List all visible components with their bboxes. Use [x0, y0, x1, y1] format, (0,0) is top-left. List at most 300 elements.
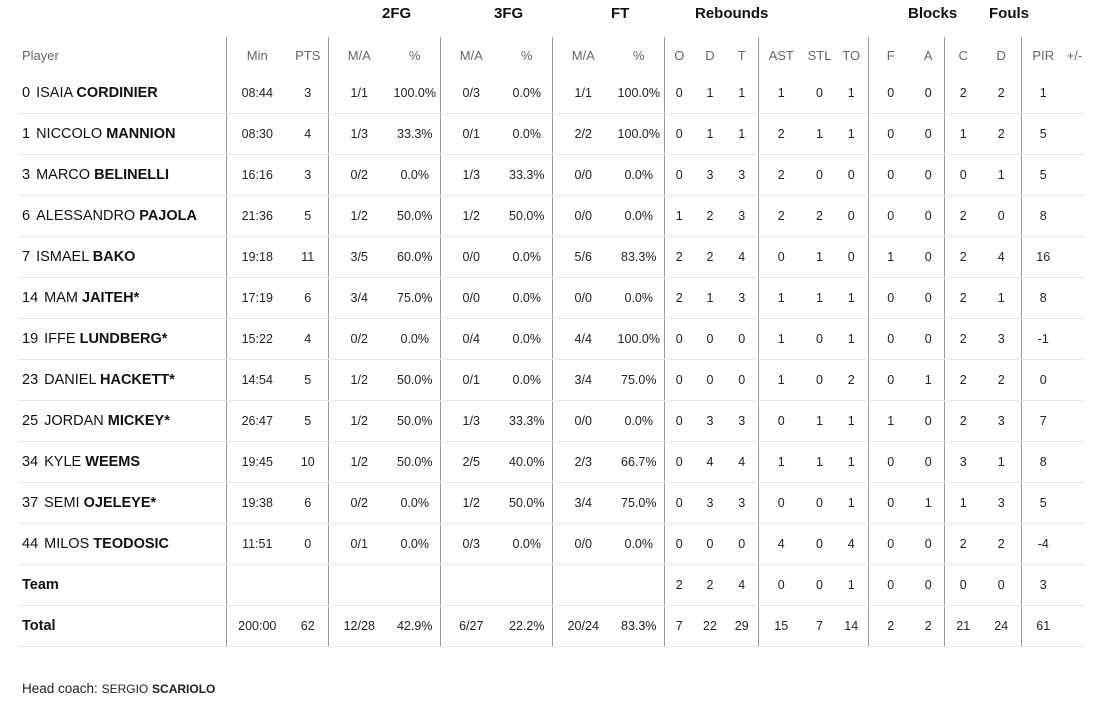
- cell-reb-d: 2: [694, 237, 726, 278]
- cell-stl: 1: [804, 114, 835, 155]
- cell-stl: 0: [804, 483, 835, 524]
- player-name-cell: [18, 114, 226, 155]
- player-row: [18, 360, 1084, 401]
- cell-fg3-pct: 0.0%: [502, 319, 552, 360]
- cell-ast: 0: [758, 483, 804, 524]
- group-header-2fg: 2FG: [382, 5, 412, 22]
- cell-ast: 0: [758, 565, 804, 606]
- player-number: 19: [22, 331, 39, 347]
- cell-pm: [1065, 483, 1084, 524]
- cell-stl: 0: [804, 524, 835, 565]
- cell-min: 19:45: [226, 442, 288, 483]
- player-number: 0: [22, 85, 31, 101]
- col-reb-o: O: [664, 37, 694, 73]
- cell-blk-f: 2: [868, 606, 913, 647]
- player-number: 6: [22, 208, 31, 224]
- cell-to: 0: [835, 237, 868, 278]
- cell-min: 15:22: [226, 319, 288, 360]
- cell-ft-pct: 0.0%: [614, 196, 664, 237]
- cell-min: 19:18: [226, 237, 288, 278]
- cell-blk-a: 0: [913, 442, 944, 483]
- cell-foul-d: 0: [982, 196, 1021, 237]
- cell-fg2-pct: 0.0%: [390, 319, 440, 360]
- cell-ast: 1: [758, 278, 804, 319]
- cell-reb-t: 3: [726, 155, 758, 196]
- cell-ft-pct: 0.0%: [614, 401, 664, 442]
- cell-blk-a: 0: [913, 524, 944, 565]
- cell-blk-f: 0: [868, 360, 913, 401]
- cell-blk-f: 1: [868, 237, 913, 278]
- cell-blk-a: 2: [913, 606, 944, 647]
- cell-reb-t: 4: [726, 565, 758, 606]
- player-number: 25: [22, 413, 39, 429]
- cell-blk-f: 0: [868, 483, 913, 524]
- player-first-name: IFFE: [44, 331, 76, 347]
- cell-fg2-pct: 0.0%: [390, 524, 440, 565]
- col-ft-ma: M/A: [552, 37, 614, 73]
- cell-fg3-ma: 0/3: [440, 524, 502, 565]
- cell-reb-t: 3: [726, 278, 758, 319]
- cell-pir: 8: [1021, 278, 1065, 319]
- cell-ft-pct: 0.0%: [614, 155, 664, 196]
- cell-reb-t: 29: [726, 606, 758, 647]
- player-row: [18, 319, 1084, 360]
- col-player: Player: [22, 47, 59, 63]
- player-row: [18, 114, 1084, 155]
- player-first-name: MILOS: [44, 536, 90, 552]
- cell-reb-o: 0: [664, 73, 694, 114]
- cell-ft-ma: 4/4: [552, 319, 614, 360]
- cell-fg2-ma: 1/2: [328, 196, 390, 237]
- cell-ft-ma: 20/24: [552, 606, 614, 647]
- cell-blk-f: 1: [868, 401, 913, 442]
- cell-ft-ma: 3/4: [552, 360, 614, 401]
- cell-pir: 5: [1021, 483, 1065, 524]
- cell-ast: 1: [758, 442, 804, 483]
- cell-reb-o: 0: [664, 524, 694, 565]
- cell-to: 4: [835, 524, 868, 565]
- cell-ast: 0: [758, 237, 804, 278]
- cell-fg3-ma: 0/0: [440, 237, 502, 278]
- cell-reb-t: 0: [726, 319, 758, 360]
- cell-fg2-ma: 1/2: [328, 401, 390, 442]
- cell-foul-d: 0: [982, 565, 1021, 606]
- cell-ast: 2: [758, 114, 804, 155]
- cell-to: 0: [835, 196, 868, 237]
- col-min: Min: [226, 37, 288, 73]
- player-name-cell: [18, 196, 226, 237]
- cell-min: 11:51: [226, 524, 288, 565]
- cell-blk-f: 0: [868, 565, 913, 606]
- cell-fg3-pct: 0.0%: [502, 360, 552, 401]
- cell-fg2-ma: 0/2: [328, 483, 390, 524]
- cell-stl: 1: [804, 401, 835, 442]
- player-number: 1: [22, 126, 31, 142]
- col-3fg-pct: %: [520, 47, 533, 63]
- cell-reb-d: 0: [694, 524, 726, 565]
- cell-reb-d: 0: [694, 319, 726, 360]
- cell-ft-pct: 83.3%: [614, 606, 664, 647]
- player-last-name: MICKEY*: [107, 413, 170, 429]
- cell-blk-a: 0: [913, 114, 944, 155]
- cell-ft-pct: 100.0%: [614, 114, 664, 155]
- cell-reb-d: 1: [694, 278, 726, 319]
- cell-min: 200:00: [226, 606, 288, 647]
- cell-fg3-pct: 50.0%: [502, 196, 552, 237]
- cell-fg3-pct: 0.0%: [502, 278, 552, 319]
- cell-pts: 6: [288, 483, 328, 524]
- cell-min: 21:36: [226, 196, 288, 237]
- cell-foul-d: 2: [982, 73, 1021, 114]
- cell-pm: [1065, 319, 1084, 360]
- cell-blk-a: 0: [913, 196, 944, 237]
- cell-ft-pct: 83.3%: [614, 237, 664, 278]
- cell-fg3-pct: 0.0%: [502, 114, 552, 155]
- cell-reb-d: 1: [694, 73, 726, 114]
- cell-pm: [1065, 237, 1084, 278]
- cell-fg2-ma: 3/4: [328, 278, 390, 319]
- cell-foul-c: 2: [944, 401, 982, 442]
- cell-stl: 1: [804, 278, 835, 319]
- player-last-name: HACKETT*: [100, 372, 175, 388]
- cell-reb-o: 0: [664, 360, 694, 401]
- cell-fg3-pct: 40.0%: [502, 442, 552, 483]
- cell-reb-t: 3: [726, 196, 758, 237]
- cell-to: 1: [835, 483, 868, 524]
- cell-ft-pct: 100.0%: [614, 319, 664, 360]
- cell-fg3-ma: 0/1: [440, 360, 502, 401]
- player-first-name: JORDAN: [44, 413, 104, 429]
- cell-fg2-pct: 50.0%: [390, 196, 440, 237]
- cell-blk-a: 0: [913, 565, 944, 606]
- col-foul-d: D: [996, 47, 1006, 63]
- cell-stl: 1: [804, 442, 835, 483]
- cell-fg2-ma: 0/2: [328, 319, 390, 360]
- cell-pir: 16: [1021, 237, 1065, 278]
- cell-reb-t: 1: [726, 73, 758, 114]
- cell-ast: 1: [758, 319, 804, 360]
- cell-reb-d: 3: [694, 483, 726, 524]
- player-first-name: DANIEL: [44, 372, 96, 388]
- cell-ft-pct: 0.0%: [614, 278, 664, 319]
- group-header-ft: FT: [611, 5, 630, 22]
- cell-fg3-ma: 1/3: [440, 401, 502, 442]
- cell-to: 1: [835, 442, 868, 483]
- cell-reb-t: 0: [726, 360, 758, 401]
- team-label: Team: [18, 565, 226, 606]
- cell-pm: [1065, 606, 1084, 647]
- cell-min: 26:47: [226, 401, 288, 442]
- cell-stl: 0: [804, 565, 835, 606]
- cell-pir: 8: [1021, 442, 1065, 483]
- cell-fg3-ma: 1/2: [440, 483, 502, 524]
- cell-reb-o: 0: [664, 442, 694, 483]
- cell-foul-d: 2: [982, 360, 1021, 401]
- cell-foul-c: 3: [944, 442, 982, 483]
- cell-ft-ma: 2/2: [552, 114, 614, 155]
- cell-foul-c: 21: [944, 606, 982, 647]
- cell-pir: 61: [1021, 606, 1065, 647]
- player-row: [18, 524, 1084, 565]
- cell-to: 1: [835, 401, 868, 442]
- player-number: 34: [22, 454, 39, 470]
- cell-blk-a: 0: [913, 155, 944, 196]
- cell-foul-c: 2: [944, 196, 982, 237]
- player-row: [18, 237, 1084, 278]
- cell-pts: 62: [288, 606, 328, 647]
- cell-fg3-ma: 6/27: [440, 606, 502, 647]
- cell-foul-d: 4: [982, 237, 1021, 278]
- cell-fg2-ma: [328, 565, 390, 606]
- cell-pts: 5: [288, 360, 328, 401]
- player-first-name: MAM: [44, 290, 78, 306]
- cell-ft-ma: 5/6: [552, 237, 614, 278]
- cell-stl: 1: [804, 237, 835, 278]
- cell-ft-pct: 75.0%: [614, 360, 664, 401]
- player-last-name: WEEMS: [85, 454, 141, 470]
- cell-fg3-pct: 50.0%: [502, 483, 552, 524]
- col-ft-pct: %: [632, 47, 645, 63]
- cell-foul-c: 2: [944, 278, 982, 319]
- player-last-name: MANNION: [106, 126, 176, 142]
- cell-stl: 7: [804, 606, 835, 647]
- player-number: 37: [22, 495, 39, 511]
- player-name-cell: [18, 237, 226, 278]
- cell-to: 14: [835, 606, 868, 647]
- cell-foul-c: 0: [944, 565, 982, 606]
- cell-ft-ma: [552, 565, 614, 606]
- cell-pm: [1065, 196, 1084, 237]
- cell-blk-a: 0: [913, 278, 944, 319]
- cell-stl: 0: [804, 360, 835, 401]
- cell-ft-ma: 0/0: [552, 196, 614, 237]
- cell-reb-t: 0: [726, 524, 758, 565]
- col-to: TO: [842, 47, 861, 63]
- cell-stl: 2: [804, 196, 835, 237]
- head-coach-first-name: SERGIO: [101, 682, 149, 696]
- cell-ft-ma: 0/0: [552, 401, 614, 442]
- cell-blk-a: 0: [913, 73, 944, 114]
- player-last-name: JAITEH*: [82, 290, 140, 306]
- cell-fg2-pct: 50.0%: [390, 442, 440, 483]
- player-row: [18, 442, 1084, 483]
- cell-reb-o: 0: [664, 114, 694, 155]
- cell-stl: 0: [804, 155, 835, 196]
- cell-ast: 1: [758, 73, 804, 114]
- cell-fg2-pct: 50.0%: [390, 360, 440, 401]
- cell-foul-c: 1: [944, 483, 982, 524]
- cell-ast: 15: [758, 606, 804, 647]
- player-number: 23: [22, 372, 39, 388]
- cell-ft-ma: 1/1: [552, 73, 614, 114]
- cell-pir: 1: [1021, 73, 1065, 114]
- col-2fg-pct: %: [408, 47, 421, 63]
- cell-pm: [1065, 524, 1084, 565]
- cell-ft-pct: 75.0%: [614, 483, 664, 524]
- cell-foul-c: 2: [944, 237, 982, 278]
- cell-ft-pct: [614, 565, 664, 606]
- player-row: [18, 401, 1084, 442]
- cell-fg2-pct: 0.0%: [390, 483, 440, 524]
- cell-fg2-ma: 1/3: [328, 114, 390, 155]
- cell-pts: 10: [288, 442, 328, 483]
- cell-foul-c: 0: [944, 155, 982, 196]
- cell-pir: 5: [1021, 155, 1065, 196]
- cell-fg3-pct: 33.3%: [502, 155, 552, 196]
- cell-blk-f: 0: [868, 114, 913, 155]
- cell-blk-f: 0: [868, 524, 913, 565]
- player-row: [18, 155, 1084, 196]
- cell-reb-d: 2: [694, 196, 726, 237]
- player-name-cell: [18, 401, 226, 442]
- cell-reb-t: 3: [726, 401, 758, 442]
- player-last-name: TEODOSIC: [93, 536, 170, 552]
- player-last-name: BELINELLI: [94, 167, 170, 183]
- player-last-name: CORDINIER: [76, 85, 158, 101]
- player-number: 14: [22, 290, 39, 306]
- cell-pts: 5: [288, 401, 328, 442]
- cell-blk-f: 0: [868, 196, 913, 237]
- cell-pir: -1: [1021, 319, 1065, 360]
- player-number: 7: [22, 249, 31, 265]
- cell-pts: 3: [288, 73, 328, 114]
- player-last-name: BAKO: [92, 249, 136, 265]
- cell-pm: [1065, 401, 1084, 442]
- player-number: 44: [22, 536, 39, 552]
- column-header-row: [18, 37, 1084, 73]
- cell-ast: 0: [758, 401, 804, 442]
- cell-reb-o: 2: [664, 565, 694, 606]
- cell-min: [226, 565, 288, 606]
- cell-min: 16:16: [226, 155, 288, 196]
- cell-ft-ma: 2/3: [552, 442, 614, 483]
- cell-pts: 4: [288, 319, 328, 360]
- cell-fg3-ma: 0/1: [440, 114, 502, 155]
- cell-fg3-ma: 1/3: [440, 155, 502, 196]
- cell-fg3-pct: [502, 565, 552, 606]
- cell-blk-f: 0: [868, 442, 913, 483]
- player-name-cell: [18, 73, 226, 114]
- cell-foul-c: 2: [944, 319, 982, 360]
- player-last-name: OJELEYE*: [83, 495, 157, 511]
- cell-reb-t: 3: [726, 483, 758, 524]
- cell-blk-a: 0: [913, 319, 944, 360]
- player-first-name: NICCOLO: [36, 126, 103, 142]
- cell-reb-t: 4: [726, 442, 758, 483]
- cell-foul-d: 24: [982, 606, 1021, 647]
- cell-pir: 3: [1021, 565, 1065, 606]
- cell-fg3-pct: 0.0%: [502, 237, 552, 278]
- player-row: [18, 73, 1084, 114]
- cell-blk-a: 1: [913, 360, 944, 401]
- col-ast: AST: [758, 37, 804, 73]
- col-foul-c: C: [944, 37, 982, 73]
- cell-pm: [1065, 73, 1084, 114]
- team-row: [18, 565, 1084, 606]
- player-last-name: LUNDBERG*: [79, 331, 168, 347]
- player-name-cell: [18, 278, 226, 319]
- group-header-blocks: Blocks: [908, 5, 958, 22]
- player-first-name: ALESSANDRO: [36, 208, 136, 224]
- cell-min: 17:19: [226, 278, 288, 319]
- cell-fg2-ma: 0/2: [328, 155, 390, 196]
- cell-fg2-pct: 100.0%: [390, 73, 440, 114]
- cell-fg2-ma: 1/2: [328, 360, 390, 401]
- cell-foul-d: 1: [982, 442, 1021, 483]
- cell-pm: [1065, 565, 1084, 606]
- cell-reb-o: 0: [664, 155, 694, 196]
- player-name-cell: [18, 155, 226, 196]
- cell-min: 19:38: [226, 483, 288, 524]
- cell-reb-d: 1: [694, 114, 726, 155]
- cell-fg2-pct: 0.0%: [390, 155, 440, 196]
- cell-to: 1: [835, 565, 868, 606]
- cell-fg2-ma: 0/1: [328, 524, 390, 565]
- group-header-3fg: 3FG: [494, 5, 524, 22]
- cell-reb-t: 1: [726, 114, 758, 155]
- cell-reb-d: 3: [694, 401, 726, 442]
- cell-pm: [1065, 278, 1084, 319]
- col-pts: PTS: [295, 47, 321, 63]
- cell-to: 1: [835, 319, 868, 360]
- col-blk-f: F: [868, 37, 913, 73]
- cell-pts: 4: [288, 114, 328, 155]
- cell-fg3-ma: 0/3: [440, 73, 502, 114]
- head-coach-label: Head coach:: [22, 681, 98, 696]
- cell-pm: [1065, 114, 1084, 155]
- cell-foul-d: 1: [982, 278, 1021, 319]
- head-coach-last-name: SCARIOLO: [152, 682, 216, 696]
- col-plus-minus: +/-: [1066, 47, 1083, 63]
- cell-ft-pct: 100.0%: [614, 73, 664, 114]
- player-name-cell: [18, 319, 226, 360]
- cell-blk-f: 0: [868, 73, 913, 114]
- cell-foul-d: 1: [982, 155, 1021, 196]
- cell-fg3-ma: 0/0: [440, 278, 502, 319]
- cell-pts: [288, 565, 328, 606]
- cell-reb-o: 1: [664, 196, 694, 237]
- cell-foul-c: 2: [944, 524, 982, 565]
- cell-fg3-pct: 22.2%: [502, 606, 552, 647]
- player-first-name: ISAIA: [36, 85, 73, 101]
- col-3fg-ma: M/A: [440, 37, 502, 73]
- boxscore-table: [18, 37, 1084, 647]
- cell-foul-d: 3: [982, 483, 1021, 524]
- cell-blk-a: 0: [913, 401, 944, 442]
- cell-pts: 6: [288, 278, 328, 319]
- cell-stl: 0: [804, 73, 835, 114]
- cell-reb-d: 22: [694, 606, 726, 647]
- cell-reb-o: 7: [664, 606, 694, 647]
- cell-fg2-pct: [390, 565, 440, 606]
- player-number: 3: [22, 167, 31, 183]
- player-first-name: ISMAEL: [36, 249, 89, 265]
- total-row: [18, 606, 1084, 647]
- player-last-name: PAJOLA: [139, 208, 197, 224]
- player-row: [18, 196, 1084, 237]
- cell-fg2-pct: 33.3%: [390, 114, 440, 155]
- cell-blk-a: 0: [913, 237, 944, 278]
- col-pir: PIR: [1021, 37, 1065, 73]
- cell-reb-d: 2: [694, 565, 726, 606]
- player-name-cell: [18, 442, 226, 483]
- cell-pts: 0: [288, 524, 328, 565]
- player-name-cell: [18, 360, 226, 401]
- cell-min: 14:54: [226, 360, 288, 401]
- cell-fg3-ma: 1/2: [440, 196, 502, 237]
- cell-pir: 8: [1021, 196, 1065, 237]
- cell-fg2-ma: 3/5: [328, 237, 390, 278]
